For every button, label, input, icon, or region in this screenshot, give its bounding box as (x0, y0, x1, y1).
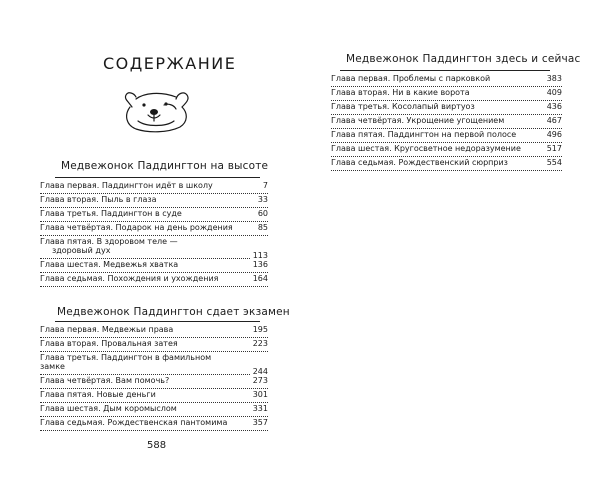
toc-entry: Глава седьмая. Рождественский сюрприз 554 (331, 158, 562, 172)
toc-entry: Глава пятая. Новые деньги 301 (40, 390, 268, 404)
section-rule-2 (55, 321, 260, 322)
toc-entry: Глава пятая. В здоровом теле — здоровый дух 113 (40, 237, 268, 260)
toc-entry: Глава пятая. Паддингтон на первой полосе 496 (331, 130, 562, 144)
section-title-1: Медвежонок Паддингтон на высоте (61, 160, 269, 172)
bear-head-sketch-icon (118, 85, 194, 135)
toc-entry: Глава шестая. Дым коромыслом 331 (40, 404, 268, 418)
toc-entry: Глава четвёртая. Вам помочь? 273 (40, 376, 268, 390)
section3-entries (331, 74, 562, 172)
section-title-2: Медвежонок Паддингтон сдает экзамен (57, 306, 290, 318)
toc-entry: Глава четвёртая. Подарок на день рождения 85 (40, 223, 268, 237)
section-rule-3 (340, 70, 550, 71)
right-page (300, 0, 600, 478)
page-number: 588 (147, 440, 167, 451)
toc-entry: Глава седьмая. Похождения и ухождения 164 (40, 274, 268, 288)
toc-entry: Глава вторая. Ни в какие ворота 409 (331, 88, 562, 102)
section-title-3: Медвежонок Паддингтон здесь и сейчас (346, 53, 581, 65)
toc-entry: Глава вторая. Провальная затея 223 (40, 339, 268, 353)
section2-entries (40, 325, 268, 432)
toc-entry: Глава первая. Проблемы с парковкой 383 (331, 74, 562, 88)
toc-title: СОДЕРЖАНИЕ (103, 54, 237, 73)
toc-entry: Глава четвёртая. Укрощение угощением 467 (331, 116, 562, 130)
toc-entry: Глава шестая. Кругосветное недоразумение 517 (331, 144, 562, 158)
toc-entry: Глава вторая. Пыль в глаза 33 (40, 195, 268, 209)
section-rule-1 (55, 177, 260, 178)
toc-entry: Глава третья. Паддингтон в фамильном замке 244 (40, 353, 268, 376)
toc-entry: Глава седьмая. Рождественская пантомима 357 (40, 418, 268, 432)
toc-entry: Глава третья. Косолапый виртуоз 436 (331, 102, 562, 116)
toc-entry: Глава третья. Паддингтон в суде 60 (40, 209, 268, 223)
toc-entry: Глава первая. Медвежьи права 195 (40, 325, 268, 339)
section1-entries (40, 181, 268, 288)
toc-entry: Глава шестая. Медвежья хватка 136 (40, 260, 268, 274)
toc-entry: Глава первая. Паддингтон идёт в школу 7 (40, 181, 268, 195)
